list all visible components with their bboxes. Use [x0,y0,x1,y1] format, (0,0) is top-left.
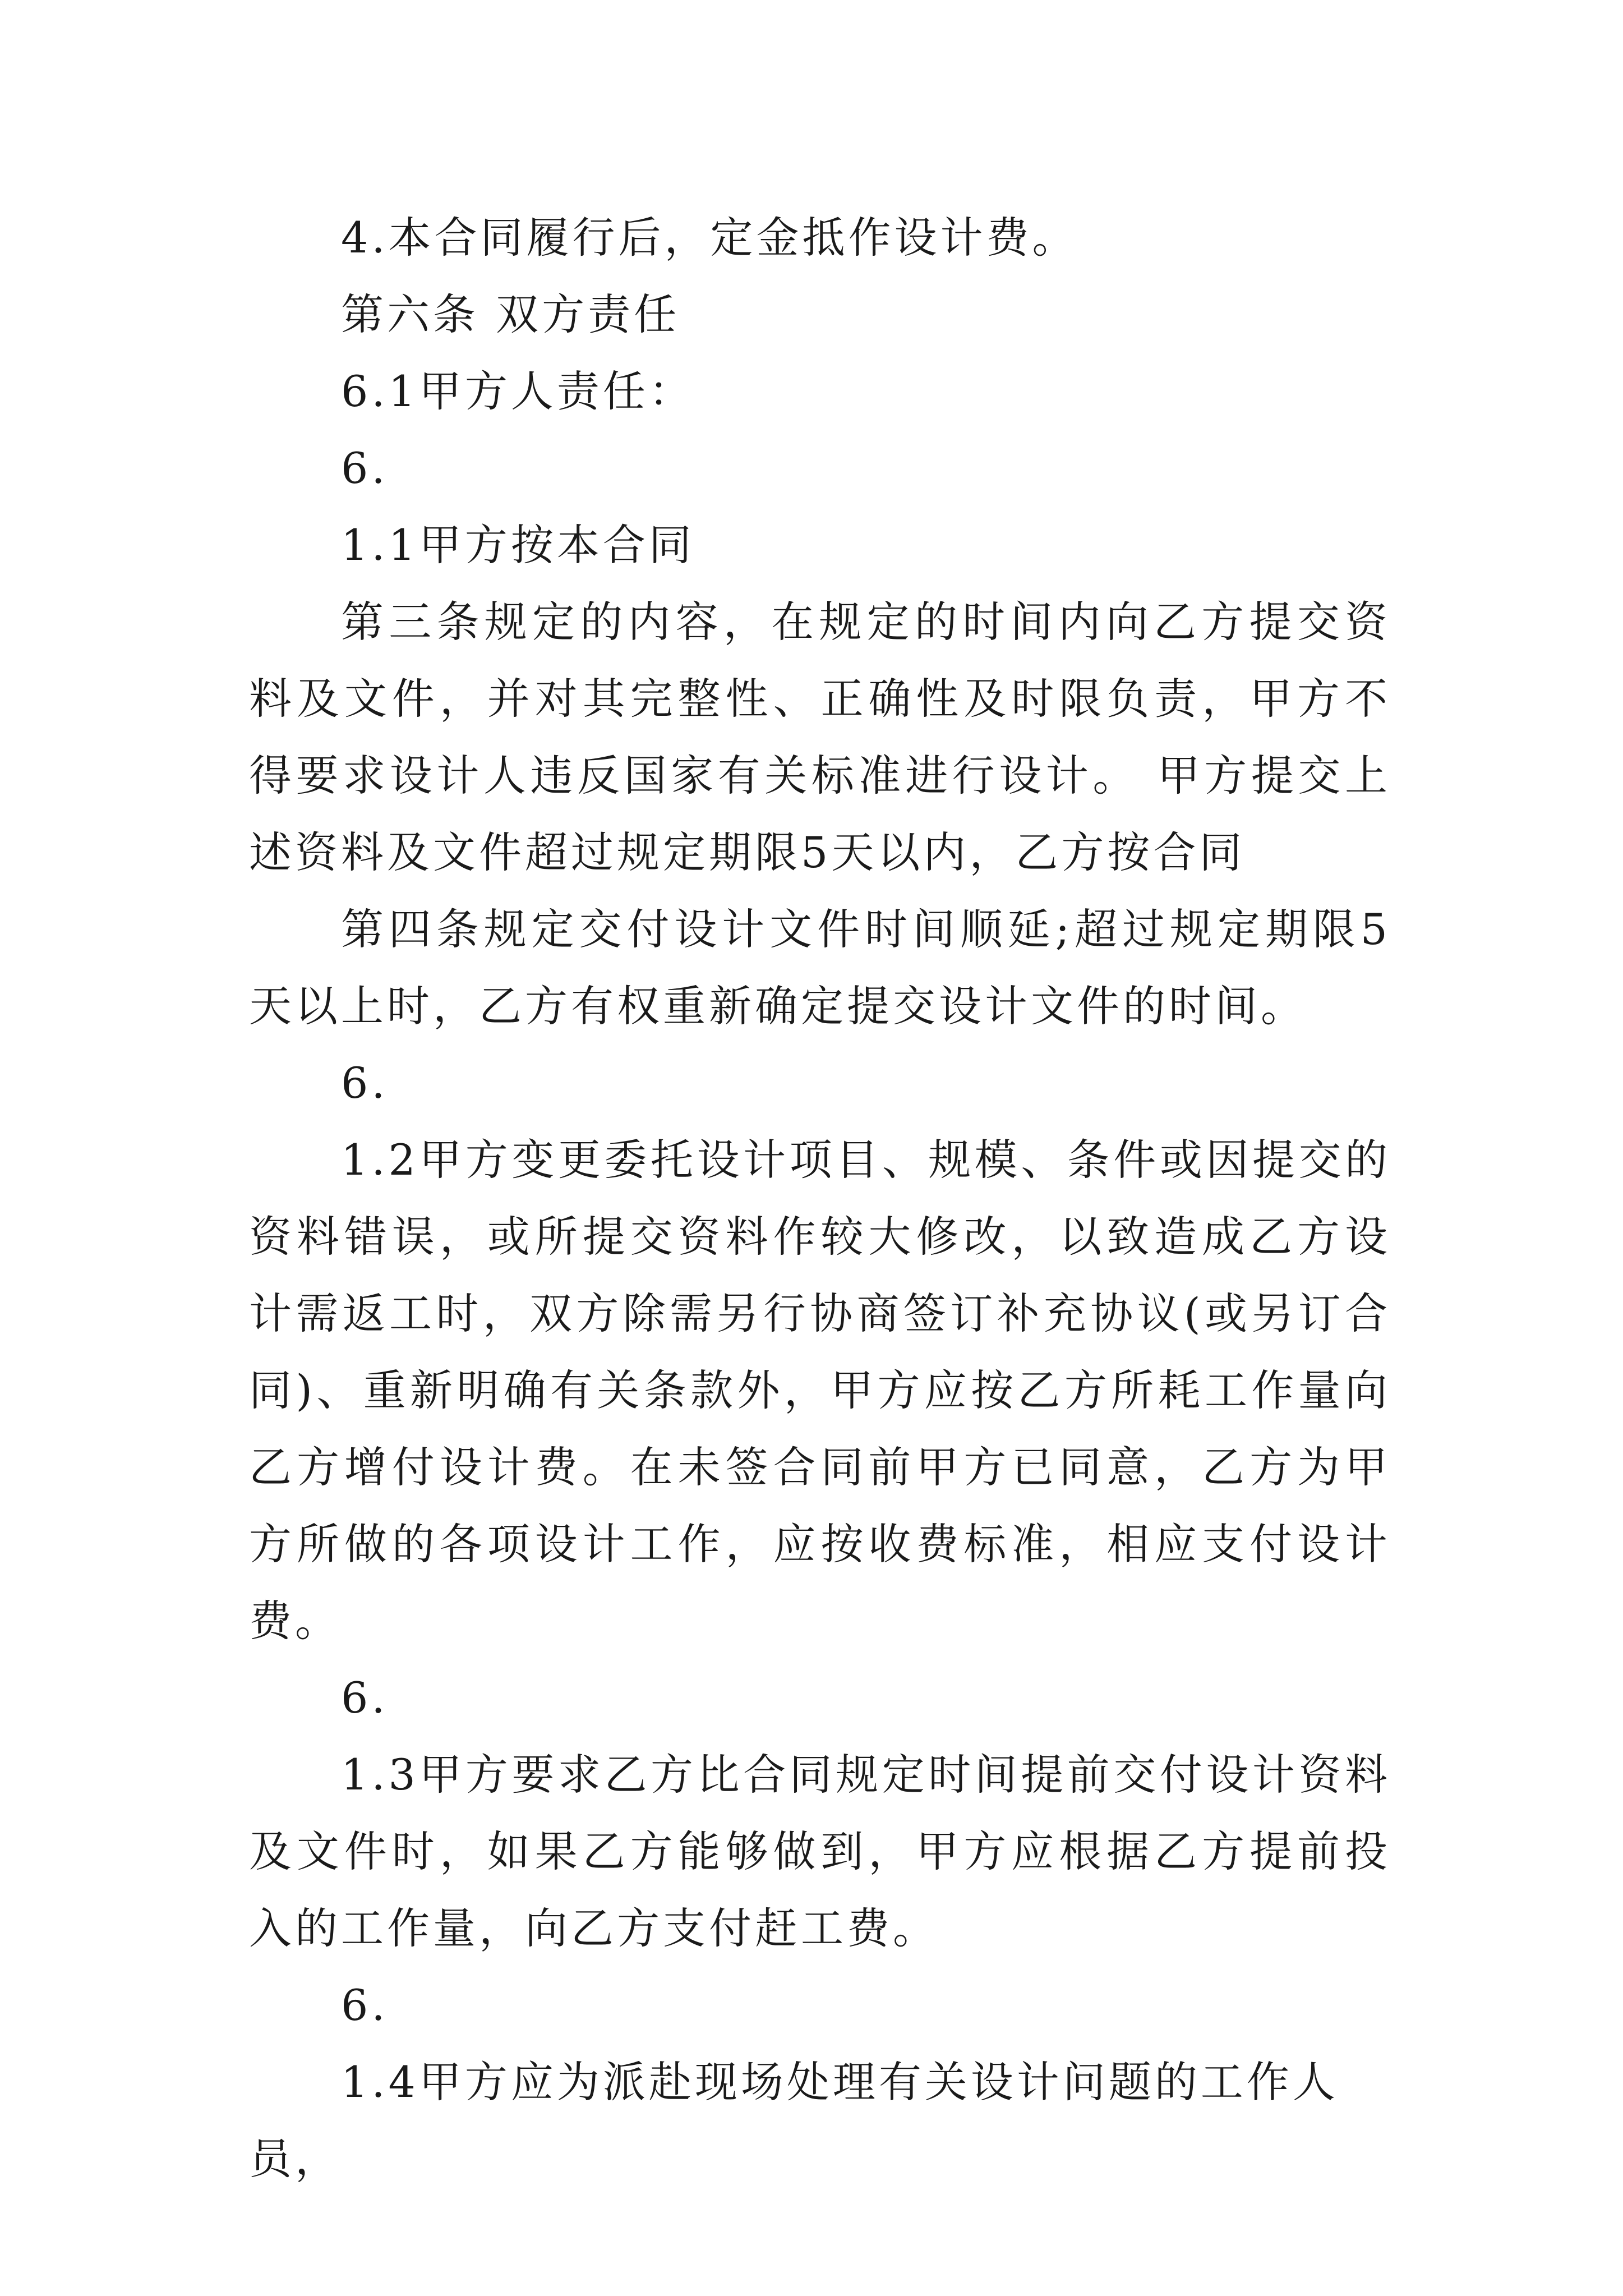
paragraph-number-fragment: 6. [341,1673,389,1723]
paragraph-number-fragment: 6. [341,1980,389,2030]
paragraph-clause-1-1-body: 第三条规定的内容，在规定的时间内向乙方提交资料及文件，并对其完整性、正确性及时限负责，甲方不得要求设计人违反国家有关标准进行设计。 甲方提交上述资料及文件超过规定期限5天以内，乙方按合同 [249,597,1391,877]
subsection-heading-6-1: 6.1甲方人责任： [341,366,695,416]
paragraph-clause-1-2: 1.2甲方变更委托设计项目、规模、条件或因提交的资料错误，或所提交资料作较大修改，以致造成乙方设计需返工时，双方除需另行协商签订补充协议(或另订合同)、重新明确有关条款外，甲方应按乙方所耗工作量向乙方增付设计费。在未签合同前甲方已同意，乙方为甲方所做的各项设计工作，应按收费标准，相应支付设计费。 [249,1135,1391,1646]
section-heading-article-6: 第六条 双方责任 [341,289,680,339]
paragraph-clause-1-3: 1.3甲方要求乙方比合同规定时间提前交付设计资料及文件时，如果乙方能够做到，甲方应根据乙方提前投入的工作量，向乙方支付赶工费。 [249,1750,1391,1953]
paragraph-clause-1-4: 1.4甲方应为派赴现场处理有关设计问题的工作人员， [249,2057,1339,2184]
document-body [249,199,1391,2197]
paragraph-number-fragment: 6. [341,1058,389,1108]
paragraph-deposit-clause: 4.本合同履行后，定金抵作设计费。 [341,213,1078,263]
paragraph-clause-1-1-intro: 1.1甲方按本合同 [341,520,695,570]
paragraph-clause-1-1-continuation: 第四条规定交付设计文件时间顺延;超过规定期限5天以上时，乙方有权重新确定提交设计文件的时间。 [249,904,1391,1031]
paragraph-number-fragment: 6. [341,443,389,493]
